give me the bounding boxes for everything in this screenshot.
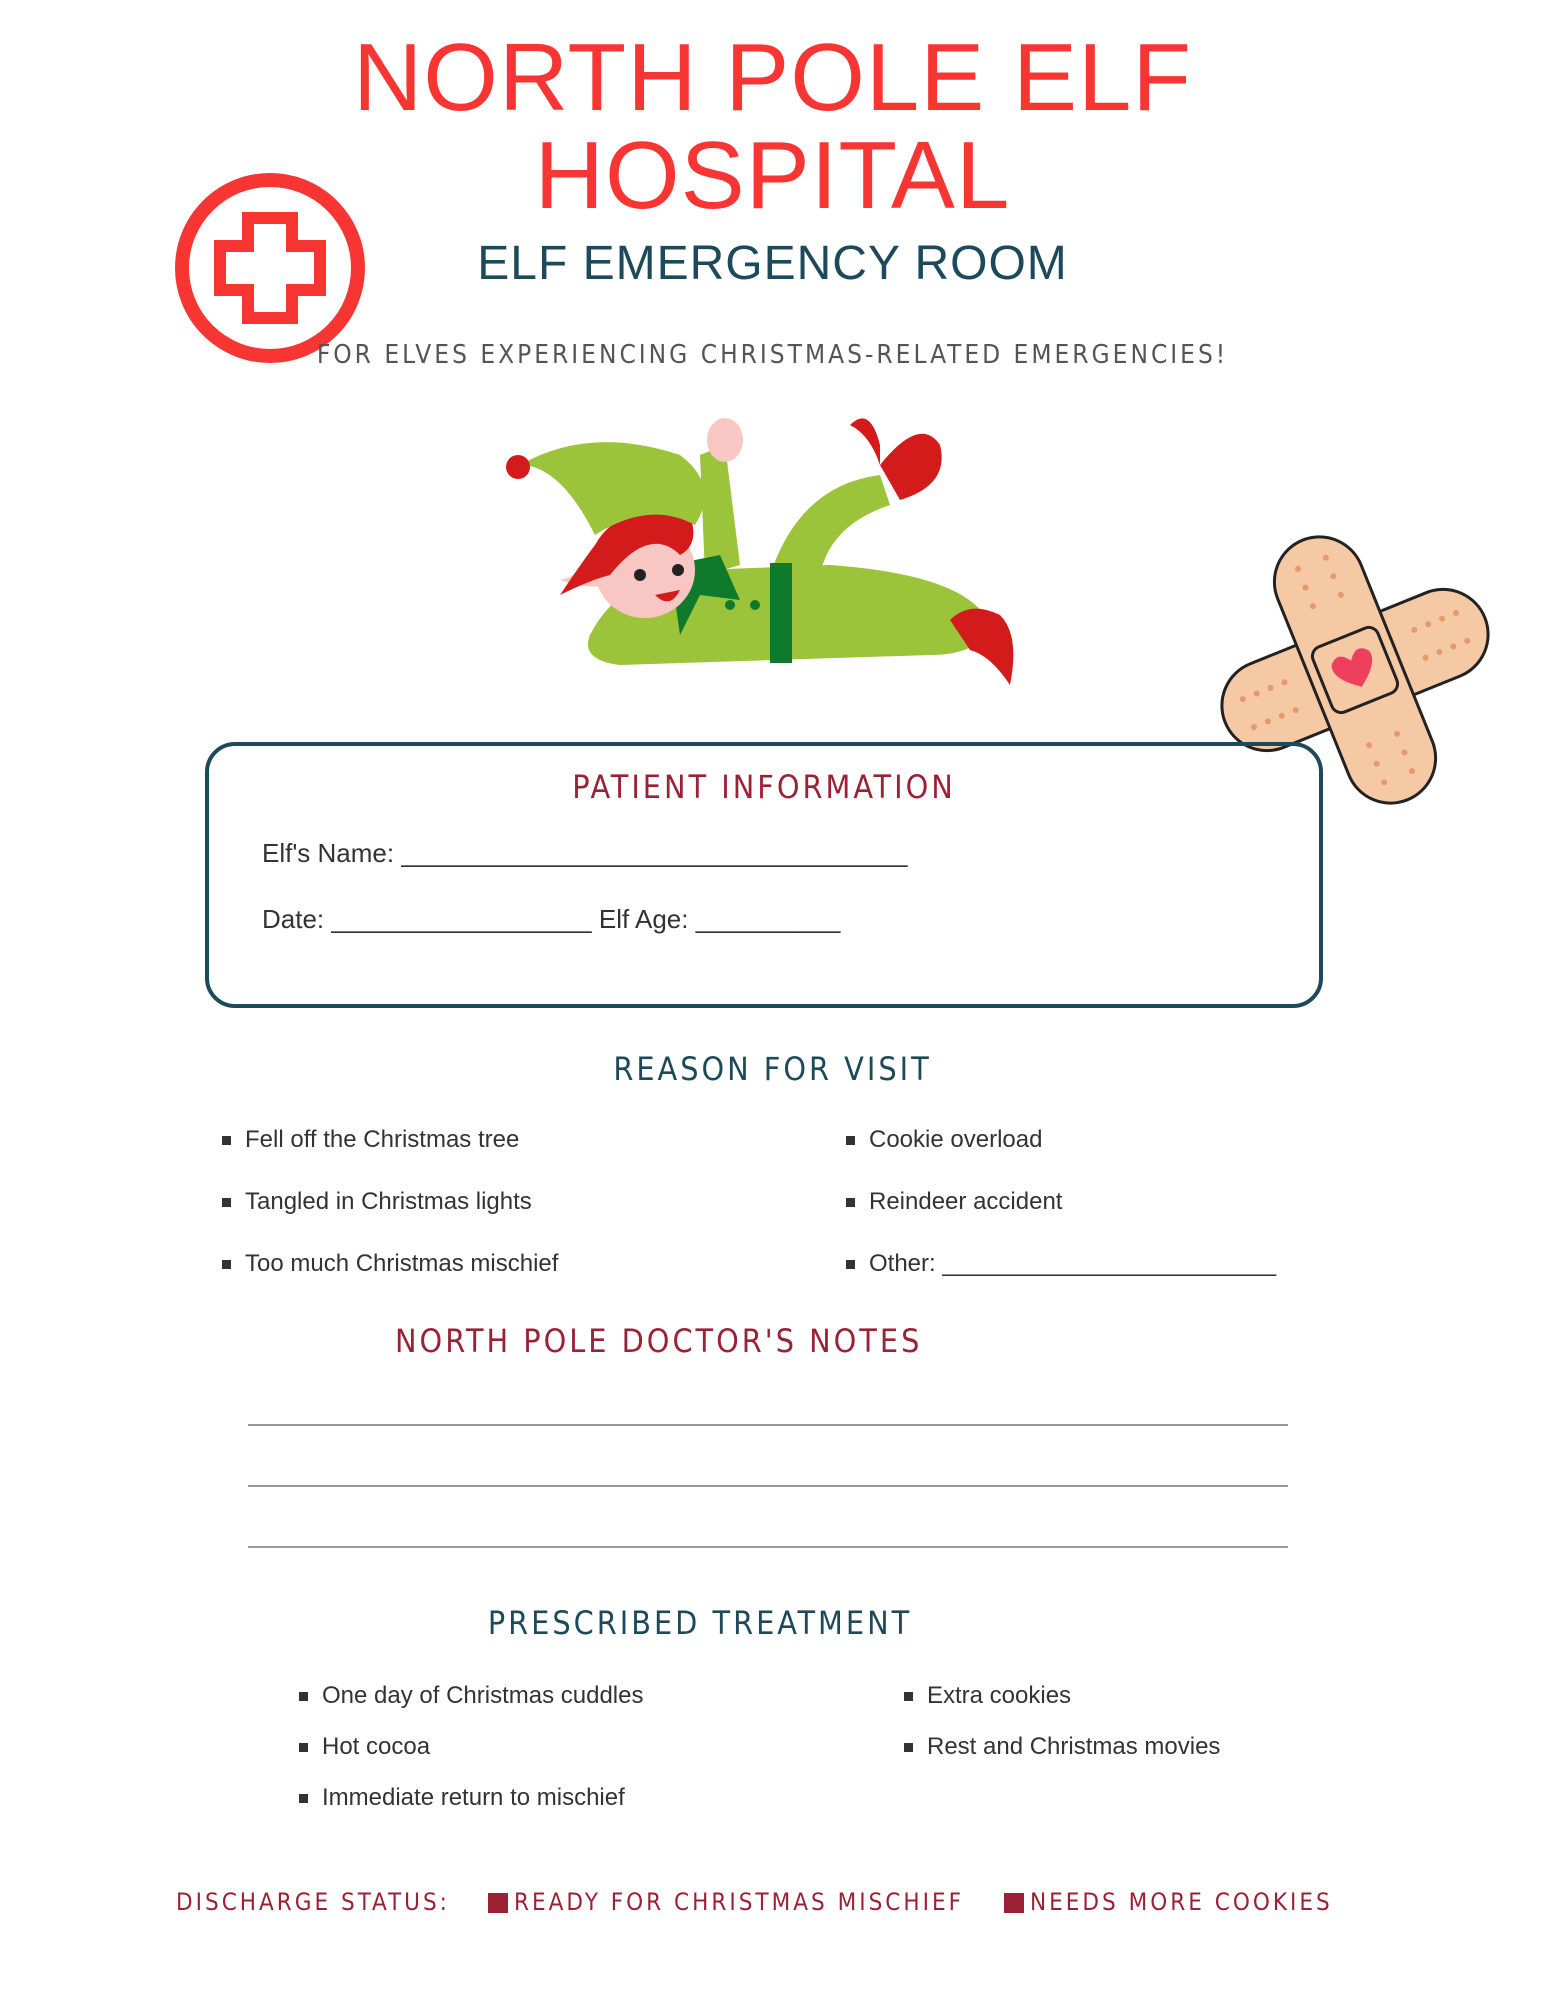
discharge-option-cookies[interactable]	[1004, 1888, 1333, 1916]
checkbox-icon[interactable]	[1004, 1893, 1024, 1913]
page-subtitle: ELF EMERGENCY ROOM	[477, 237, 1068, 290]
elf-illustration	[500, 405, 1030, 705]
discharge-option-ready[interactable]	[488, 1888, 964, 1916]
bullet-icon	[299, 1794, 308, 1803]
reason-item[interactable]	[222, 1126, 519, 1154]
notes-title: NORTH POLE DOCTOR'S NOTES	[395, 1322, 923, 1360]
checkbox-icon[interactable]	[488, 1893, 508, 1913]
reason-label: Tangled in Christmas lights	[245, 1188, 532, 1215]
discharge-option-label: READY FOR CHRISTMAS MISCHIEF	[514, 1888, 965, 1916]
reason-item[interactable]	[222, 1250, 558, 1278]
reason-label: Too much Christmas mischief	[245, 1250, 559, 1277]
bullet-icon	[222, 1260, 231, 1269]
bullet-icon	[846, 1198, 855, 1207]
patient-info-title: PATIENT INFORMATION	[572, 768, 956, 806]
treatment-item[interactable]	[904, 1733, 1220, 1761]
reason-label: Reindeer accident	[869, 1188, 1063, 1215]
discharge-option-label: NEEDS MORE COOKIES	[1030, 1888, 1333, 1916]
treatment-label: Extra cookies	[927, 1682, 1072, 1709]
tagline: FOR ELVES EXPERIENCING CHRISTMAS-RELATED EMERGENCIES!	[316, 340, 1229, 370]
date-age-field[interactable]: Date: __________________ Elf Age: __________	[262, 904, 841, 934]
reason-title: REASON FOR VISIT	[613, 1050, 932, 1088]
treatment-label: Rest and Christmas movies	[927, 1733, 1221, 1760]
title-line-2: HOSPITAL	[534, 122, 1011, 229]
notes-line[interactable]	[248, 1546, 1288, 1548]
title-line-1: NORTH POLE ELF	[352, 24, 1193, 131]
discharge-label: DISCHARGE STATUS:	[176, 1888, 450, 1916]
reason-item[interactable]	[846, 1188, 1062, 1216]
bullet-icon	[846, 1260, 855, 1269]
treatment-label: Hot cocoa	[322, 1733, 431, 1760]
treatment-item[interactable]	[299, 1733, 430, 1761]
bullet-icon	[222, 1136, 231, 1145]
bullet-icon	[299, 1692, 308, 1701]
reason-label: Other: _________________________	[869, 1250, 1277, 1277]
reason-label: Cookie overload	[869, 1126, 1043, 1153]
reason-item[interactable]	[222, 1188, 532, 1216]
treatment-item[interactable]	[904, 1682, 1071, 1710]
reason-label: Fell off the Christmas tree	[245, 1126, 520, 1153]
bullet-icon	[904, 1692, 913, 1701]
treatment-label: One day of Christmas cuddles	[322, 1682, 644, 1709]
bullet-icon	[904, 1743, 913, 1752]
elf-name-field[interactable]: Elf's Name: ___________________________________	[262, 838, 908, 868]
bullet-icon	[222, 1198, 231, 1207]
reason-item[interactable]	[846, 1126, 1042, 1154]
notes-line[interactable]	[248, 1485, 1288, 1487]
notes-line[interactable]	[248, 1424, 1288, 1426]
bullet-icon	[299, 1743, 308, 1752]
treatment-label: Immediate return to mischief	[322, 1784, 625, 1811]
treatment-item[interactable]	[299, 1682, 643, 1710]
bullet-icon	[846, 1136, 855, 1145]
treatment-item[interactable]	[299, 1784, 625, 1812]
reason-item[interactable]	[846, 1250, 1276, 1278]
treatment-title: PRESCRIBED TREATMENT	[487, 1604, 913, 1642]
